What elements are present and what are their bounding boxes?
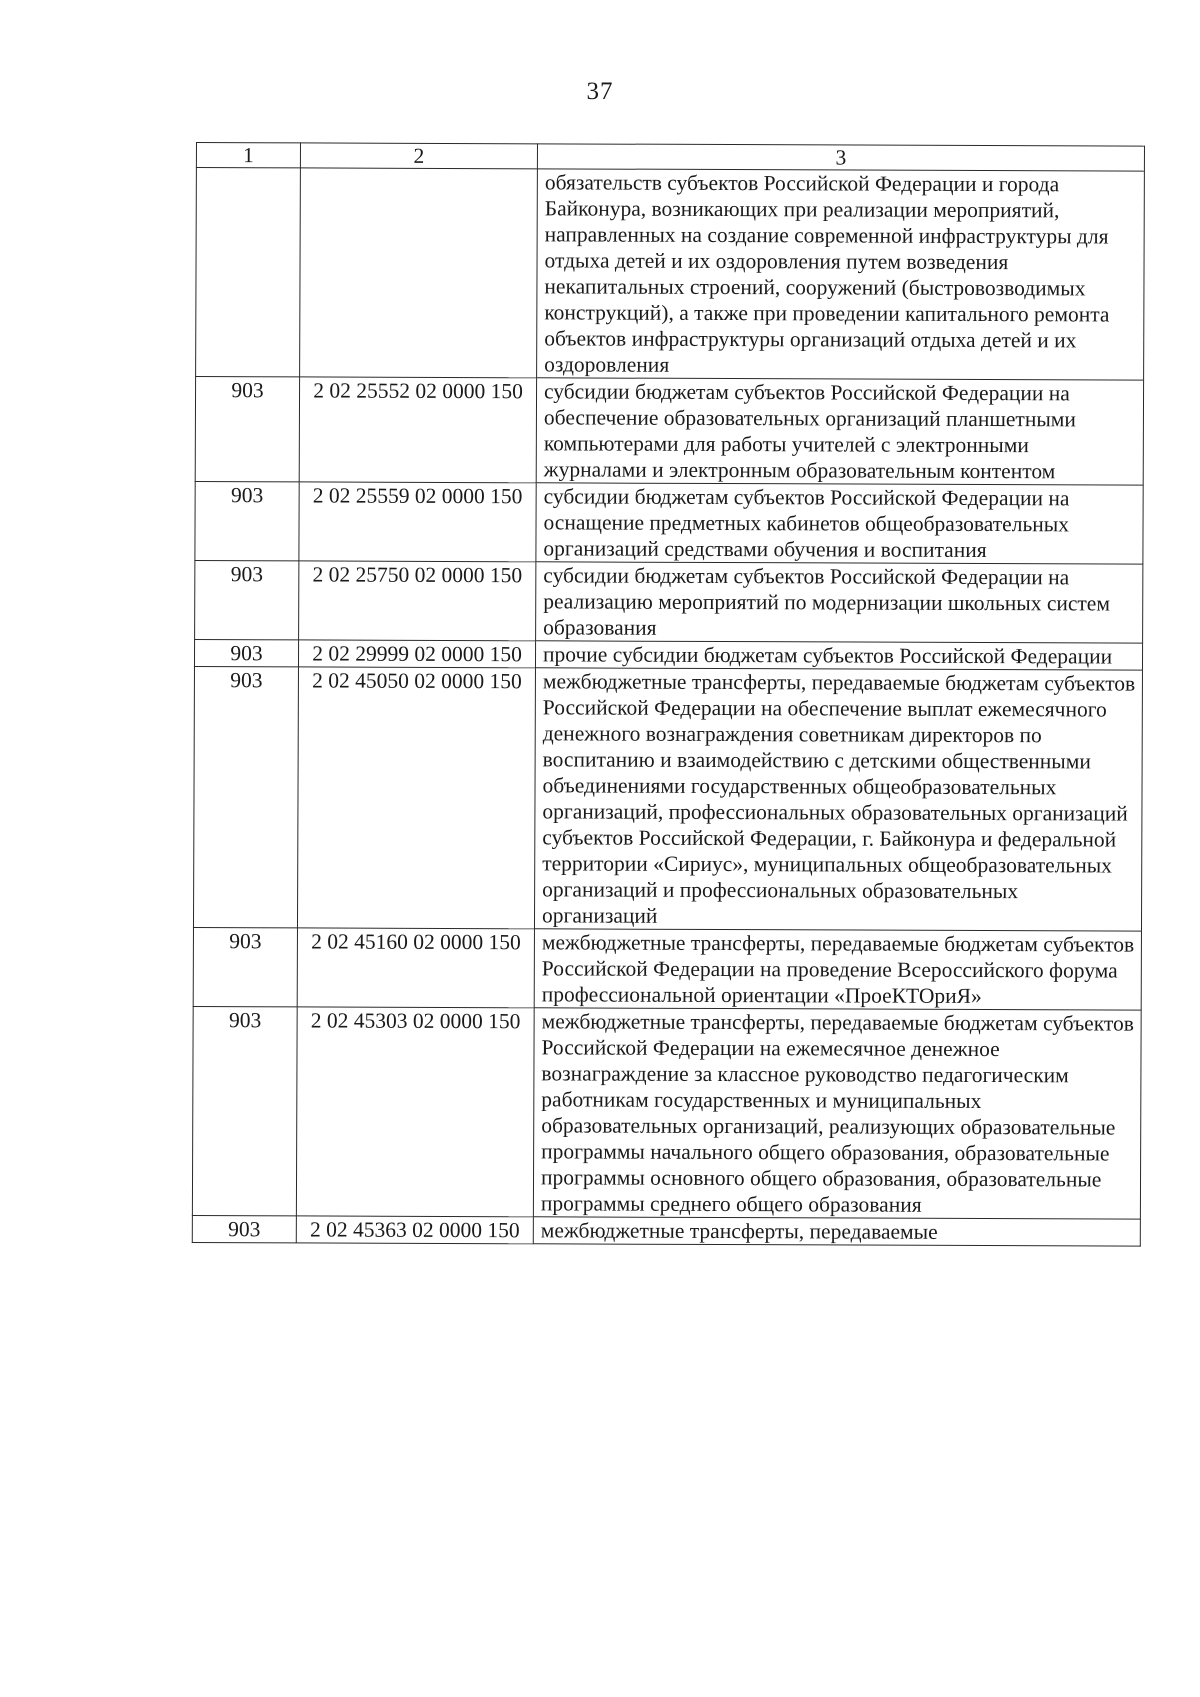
kbk-code-cell: 2 02 25559 02 0000 150 <box>299 482 536 562</box>
description-cell: межбюджетные трансферты, передаваемые бюджетам субъектов Российской Федерации на проведение Всероссийского форума профессиональной ориентации «ПроеКТОриЯ» <box>534 929 1141 1010</box>
admin-code-cell: 903 <box>193 927 297 1006</box>
description-cell: субсидии бюджетам субъектов Российской Федерации на обеспечение образовательных организаций планшетными компьютерами для работы учителей с электронными журналами и электронным образовательным контентом <box>536 378 1143 485</box>
admin-code-cell: 903 <box>195 560 299 639</box>
kbk-code-cell: 2 02 45160 02 0000 150 <box>297 928 534 1008</box>
description-cell: прочие субсидии бюджетам субъектов Российской Федерации <box>535 641 1142 670</box>
description-cell: межбюджетные трансферты, передаваемые бюджетам субъектов Российской Федерации на обеспечение выплат ежемесячного денежного вознаграждения советникам директоров по воспитанию и взаимодействию с детскими общественными объединениями государственных общеобразовательных организаций, профессиональных образовательных организаций субъектов Российской Федерации, г. Байконура и федеральной территории «Сириус», муниципальных общеобразовательных организаций и профессиональных образовательных организаций <box>534 668 1142 931</box>
admin-code-cell: 903 <box>192 1215 296 1242</box>
kbk-code-cell: 2 02 45050 02 0000 150 <box>297 667 535 929</box>
column-header-1: 1 <box>196 143 300 168</box>
kbk-code-cell: 2 02 29999 02 0000 150 <box>298 640 535 668</box>
table-row <box>195 377 1143 486</box>
table-row <box>193 666 1142 931</box>
kbk-code-cell: 2 02 25552 02 0000 150 <box>299 377 536 483</box>
table-row <box>195 560 1143 643</box>
column-header-2: 2 <box>300 143 537 169</box>
table-row <box>193 927 1141 1010</box>
kbk-code-cell: 2 02 45363 02 0000 150 <box>296 1216 533 1244</box>
description-cell: субсидии бюджетам субъектов Российской Федерации на оснащение предметных кабинетов общеобразовательных организаций средствами обучения и воспитания <box>536 483 1143 564</box>
table-row <box>196 168 1145 381</box>
column-header-3: 3 <box>537 144 1144 171</box>
table-row <box>194 639 1142 670</box>
description-cell: субсидии бюджетам субъектов Российской Федерации на реализацию мероприятий по модернизации школьных систем образования <box>536 562 1143 643</box>
description-cell: обязательств субъектов Российской Федерации и города Байконура, возникающих при реализации мероприятий, направленных на создание современной инфраструктуры для отдыха детей и их оздоровления путем возведения некапитальных строений, сооружений (быстровозводимых конструкций), а также при проведении капитального ремонта объектов инфраструктуры организаций отдыха детей и их оздоровления <box>537 169 1145 380</box>
admin-code-cell: 903 <box>194 639 298 666</box>
kbk-code-cell: 2 02 25750 02 0000 150 <box>299 561 536 641</box>
kbk-code-cell <box>300 168 538 378</box>
budget-codes-table <box>192 142 1145 1247</box>
admin-code-cell: 903 <box>195 377 299 482</box>
kbk-code-cell: 2 02 45303 02 0000 150 <box>296 1007 534 1217</box>
admin-code-cell <box>196 168 301 377</box>
admin-code-cell: 903 <box>192 1006 297 1215</box>
table-header-row <box>196 143 1144 172</box>
admin-code-cell: 903 <box>193 666 298 927</box>
description-cell: межбюджетные трансферты, передаваемые бюджетам субъектов Российской Федерации на ежемесячное денежное вознаграждение за классное руководство педагогическим работникам государственных и муниципальных образовательных организаций, реализующих образовательные программы начального общего образования, образовательные программы основного общего образования, образовательные программы среднего общего образования <box>533 1008 1141 1219</box>
table-row <box>192 1215 1140 1246</box>
description-cell: межбюджетные трансферты, передаваемые <box>533 1217 1140 1246</box>
page-number: 37 <box>586 78 614 105</box>
table-row <box>192 1006 1141 1219</box>
table-row <box>195 481 1143 564</box>
admin-code-cell: 903 <box>195 481 299 560</box>
